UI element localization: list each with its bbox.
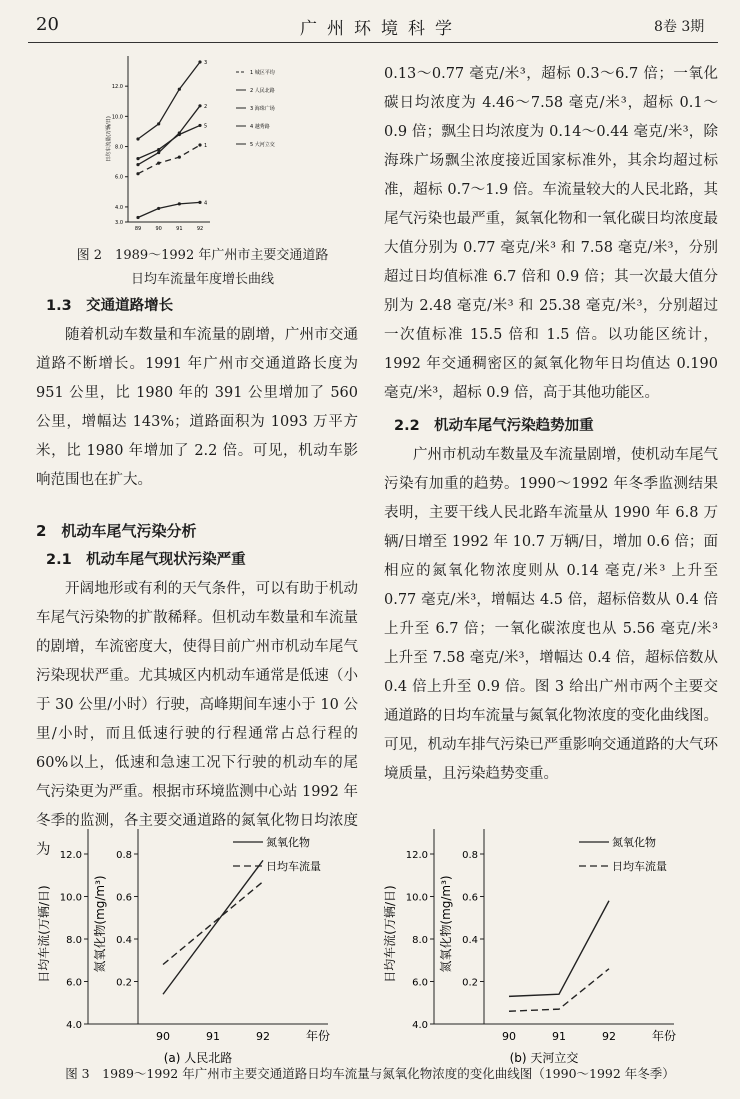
data-point [157,151,160,154]
right-y-axis-label: 氮氧化物(mg/m³) [439,875,453,973]
left-y-tick-label: 12.0 [405,850,428,861]
data-point [157,162,160,165]
data-point [136,157,139,160]
left-y-tick-label: 8.0 [412,935,428,946]
series-end-label: 4 [204,200,208,207]
right-y-tick-label: 0.4 [116,935,132,946]
data-point [198,104,201,107]
data-point [198,60,201,63]
figure-3b-chart [374,824,714,1064]
series-end-label: 2 [204,103,208,110]
y-tick-label: 12.0 [111,84,123,91]
series-line [138,106,200,165]
figure-3a-chart [28,824,368,1064]
series-line [509,901,609,997]
series-line [138,62,200,139]
data-point [178,133,181,136]
left-y-axis-label: 日均车流(万辆/日) [383,885,397,983]
data-point [178,202,181,205]
legend-label: 3 海珠广场 [250,106,275,112]
series-end-label: 3 [204,60,208,67]
figure-3-caption: 图 3 1989～1992 年广州市主要交通道路日均车流量与氮氧化物浓度的变化曲线图（1990～1992 年冬季） [65,1066,675,1081]
data-point [198,124,201,127]
page-number: 20 [36,14,59,35]
y-tick-label: 4.0 [115,204,123,211]
legend-label: 1 城区平均 [250,70,275,76]
data-point [136,137,139,140]
y-tick-label: 8.0 [115,144,123,151]
series-line [138,202,200,217]
figure-2-caption-line1: 图 2 1989～1992 年广州市主要交通道路 [76,248,329,263]
right-y-tick-label: 0.6 [116,892,132,904]
x-axis-label: 年份 [651,1029,677,1043]
left-y-tick-label: 6.0 [66,977,82,989]
series-line [509,969,609,1012]
left-y-tick-label: 10.0 [59,892,82,904]
x-axis-label: 年份 [305,1029,331,1043]
series-end-label: 5 [204,123,208,130]
section-1-3-heading: 1.3 交通道路增长 [46,298,174,314]
figure-2-caption-line2: 日均车流量年度增长曲线 [130,272,274,287]
data-point [136,216,139,219]
data-point [198,201,201,204]
x-tick-label: 92 [602,1030,616,1043]
legend-label: 日均车流量 [266,860,321,873]
journal-title: 广州环境科学 [300,19,462,39]
page-header [0,0,740,44]
y-tick-label: 3.0 [115,220,123,226]
data-point [198,143,201,146]
series-line [138,125,200,158]
left-y-tick-label: 4.0 [412,1020,428,1031]
right-y-tick-label: 0.4 [462,935,478,946]
x-tick-label: 91 [206,1030,220,1043]
issue-label: 8卷 3期 [654,19,705,35]
legend-label: 5 大河立交 [250,142,275,148]
legend-label: 氮氧化物 [612,836,656,849]
right-column [384,60,718,789]
right-y-tick-label: 0.2 [116,977,132,989]
figure-2-caption [30,244,375,292]
series-line [163,882,263,965]
data-point [136,172,139,175]
left-y-tick-label: 6.0 [412,977,428,989]
paragraph-2-1: 开阔地形或有利的天气条件，可以有助于机动车尾气污染物的扩散稀释。但机动车数量和车流量的剧增，车流密度大，使得目前广州市机动车尾气污染现状严重。尤其城区内机动车通常是低速（小于 30 公里/小时）行驶，高峰期间车速小于 10 公里/小时，而且低速行驶的行程通常占总行程的 60%以上，低速和急速工况下行驶的机动车的尾气污染更为严重。根据市环境监测中心站 1992 年冬季的监测，各主要交通道路的氮氧化物日均浓度为 [36,581,358,858]
right-y-tick-label: 0.8 [116,850,132,861]
right-y-tick-label: 0.6 [462,892,478,904]
series-end-label: 1 [204,143,208,150]
left-column [36,292,358,865]
left-y-axis-label: 日均车流(万辆/日) [37,885,51,983]
data-point [178,156,181,159]
chart-subtitle: (a) 人民北路 [163,1051,233,1064]
right-y-tick-label: 0.2 [462,977,478,989]
paragraph-continued: 0.13～0.77 毫克/米³，超标 0.3～6.7 倍；一氧化碳日均浓度为 4.46～7.58 毫克/米³，超标 0.1～0.9 倍；飘尘日均浓度为 0.14～0.44 毫克/米³，除海珠广场飘尘浓度接近国家标准外，其余均超过标准，超标 0.7～1.9 倍。车流量较大的人民北路，其尾气污染也最严重，氮氧化物和一氧化碳日均浓度最大值分别为 0.77 毫克/米³ 和 7.58 毫克/米³，分别超过日均值标准 6.7 倍和 0.9 倍；其一次最大值分别为 2.48 毫克/米³ 和 25.38 毫克/米³，分别超过一次值标准 15.5 倍和 1.5 倍。以功能区统计，1992 年交通稠密区的氮氧化物年日均值达 0.190 毫克/米³，超标 0.9 倍，高于其他功能区。 [384,66,718,401]
left-y-tick-label: 12.0 [59,850,82,861]
left-y-tick-label: 4.0 [66,1020,82,1031]
x-tick-label: 92 [196,226,204,232]
x-tick-label: 90 [155,226,162,232]
right-y-tick-label: 0.8 [462,850,478,861]
data-point [157,122,160,125]
section-2-2-heading: 2.2 机动车尾气污染趋势加重 [394,418,594,434]
x-tick-label: 90 [156,1030,170,1043]
x-tick-label: 91 [552,1030,566,1043]
x-tick-label: 89 [134,226,142,232]
legend-label: 2 人民北路 [250,88,275,94]
data-point [178,88,181,91]
series-line [163,860,263,994]
y-tick-label: 10.0 [111,114,123,121]
left-y-tick-label: 8.0 [66,935,82,946]
section-2-1-heading: 2.1 机动车尾气现状污染严重 [46,552,246,568]
header-rule [28,42,718,43]
figure-2-chart [60,48,370,246]
left-y-tick-label: 10.0 [405,892,428,904]
paragraph-2-2: 广州市机动车数量及车流量剧增，使机动车尾气污染有加重的趋势。1990～1992 年冬季监测结果表明，主要干线人民北路车流量从 1990 年 6.8 万辆/日增至 1992 年 10.7 万辆/日，增加 0.6 倍；面相应的氮氧化物浓度则从 0.14 毫克/米³ 上升至 0.77 毫克/米³，增幅达 4.5 倍，超标倍数从 0.4 倍上升至 6.7 倍；一氧化碳浓度也从 5.56 毫克/米³ 上升至 7.58 毫克/米³，增幅达 0.4 倍，超标倍数从 0.4 倍上升至 0.9 倍。图 3 给出广州市两个主要交通道路的日均车流量与氮氧化物浓度的变化曲线图。可见，机动车排气污染已严重影响交通道路的大气环境质量，且污染趋势变重。 [384,447,718,782]
x-tick-label: 92 [256,1030,270,1043]
chart-subtitle: (b) 天河立交 [509,1051,579,1064]
right-y-axis-label: 氮氧化物(mg/m³) [93,875,107,973]
y-axis-label: 日均车流量(万辆/日) [106,116,112,162]
y-tick-label: 6.0 [115,174,123,181]
legend-label: 4 越秀路 [250,124,270,130]
x-tick-label: 91 [176,226,183,232]
data-point [136,163,139,166]
legend-label: 氮氧化物 [266,836,310,849]
section-2-heading: 2 机动车尾气污染分析 [36,522,197,540]
data-point [157,207,160,210]
x-tick-label: 90 [502,1030,516,1043]
data-point [157,148,160,151]
paragraph-1-3: 随着机动车数量和车流量的剧增，广州市交通道路不断增长。1991 年广州市交通道路长度为 951 公里，比 1980 年的 391 公里增加了 560 公里，增幅达 143%；道路面积为 1093 万平方米，比 1980 年增加了 2.2 倍。可见，机动车影响范围也在扩大。 [36,327,358,488]
legend-label: 日均车流量 [612,860,667,873]
